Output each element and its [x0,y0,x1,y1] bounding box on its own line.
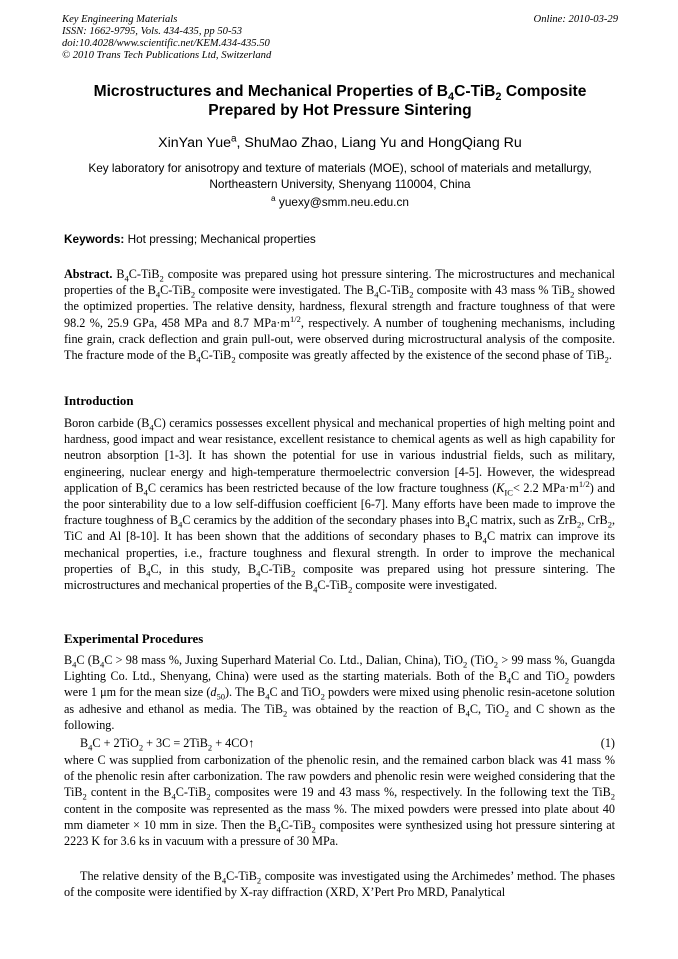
introduction-body: Boron carbide $(B_4C)$ ceramics possesses excellent physical and mechanical properties of high melting point and hardness, good impact and wear resistance, excellent resistance to chemical agents as well as high capability for neutron absorption [1-3]. It has shown the potential for use in various industrial fields, such as military, engineering, nuclear energy and high-temperature thermoelectric conversion [4-5]. However, the widespread application of $B_4C$ ceramics has been restricted because of the low fracture toughness ($K_{IC}< 2.2$ $MPa\cdot m^{1/2}$) and the poor sinterability due to a low self-diffusion coefficient [6-7]. Many efforts have been made to improve the fracture toughness of $B_4C$ ceramics by the addition of the secondary phases into $B_4C$ matrix, such as ZrB$_2$, CrB$_2$, TiC and Al [8-10]. It has been shown that the additions of secondary phases to $B_4C$ matrix can improve its mechanical properties, i.e., fracture toughness and flexural strength. In order to improve the mechanical properties of $B_4C$, in this study, $B_4C-TiB_2$ composite was prepared using hot pressure sintering. The microstructures and mechanical properties of the $B_4C-TiB_2$ composite were investigated. [64,416,616,595]
keywords: Keywords: Hot pressing; Mechanical properties [64,232,316,246]
affiliation: Key laboratory for anisotropy and texture of materials (MOE), school of materials and metallurgy, Northeastern University, Shenyang 110004, China [88,161,592,191]
online-date: Online: 2010-03-29 [533,14,618,25]
equation-1: $B_4C + 2TiO_2 + 3C = 2TiB_2$ + 4CO↑ (1) [80,736,615,753]
experimental-paragraph-2: where C was supplied from carbonization of the phenolic resin, and the remained carbon black was 41 mass % of the phenolic resin after carbonization. The raw powders and phenolic resin were weighed considering that the TiB$_2$ content in the $B_4C-TiB_2$ composites were 19 and 43 mass %, respectively. In the following text the TiB$_2$ content in the composite was represented as the mass %. The mixed powders were pressed into plate about 40 mm diameter × 10 mm in size. Then the $B_4C-TiB_2$ composites were synthesized using hot pressure sintering at 2223 K for 3.6 ks in vacuum with a pressure of 30 MPa. [64,753,615,849]
journal-doi: doi:10.4028/www.scientific.net/KEM.434-435.50 [62,38,270,49]
equation-number: (1) [600,736,615,750]
up-arrow-icon: ↑ [248,736,255,750]
experimental-heading: Experimental Procedures [64,632,204,646]
author-email: $^a$ yuexy@smm.neu.edu.cn [271,194,409,209]
journal-name: Key Engineering Materials [62,14,178,25]
author-list: XinYan Yue$^a$, ShuMao Zhao, Liang Yu and HongQiang Ru [158,133,522,151]
journal-copyright: © 2010 Trans Tech Publications Ltd, Switzerland [62,50,272,61]
experimental-paragraph-1: $B_4C$ ($B_4C > 98$ mass %, Juxing Superhard Material Co. Ltd., Dalian, China), TiO$_2$ (TiO$_2$ > 99 mass %, Guangda Lighting Co. Ltd., Shenyang, China) were used as the starting materials. Both of the $B_4C$ and TiO$_2$ powders were 1 μm for the mean size $(d_{50})$. The $B_4C$ and TiO$_2$ powders were mixed using phenolic resin-acetone solution as adhesive and ethanol as media. The TiB$_2$ was obtained by the reaction of $B_4C$, TiO$_2$ and C shown as the following. [64,653,615,732]
abstract: Abstract. $B_4C-TiB_2$ composite was prepared using hot pressure sintering. The microstructures and mechanical properties of the $B_4C-TiB_2$ composite were investigated. The $B_4C-TiB_2$ composite with 43 mass % TiB$_2$ showed the optimized properties. The relative density, hardness, flexural strength and fracture toughness of that were 98.2 %, 25.9 GPa, 458 MPa and 8.7 $MPa\cdot m^{1/2}$, respectively. A number of toughening mechanisms, including fine grain, crack deflection and grain pull-out, were observed during microstructural analysis of the composite. The fracture mode of the $B_4C-TiB_2$ composite was greatly affected by the existence of the second phase of TiB$_2$. [64,267,616,365]
introduction-heading: Introduction [64,394,134,408]
journal-header [62,14,618,62]
paper-title: Microstructures and Mechanical Properties of $B_4C-TiB_2$ Composite Prepared by Hot Pressure Sintering [93,83,587,119]
experimental-paragraph-3: The relative density of the $B_4C-TiB_2$ composite was investigated using the Archimedes’ method. The phases of the composite were identified by X-ray diffraction (XRD, X’Pert Pro MRD, Panalytical [64,869,615,900]
journal-issn: ISSN: 1662-9795, Vols. 434-435, pp 50-53 [62,26,243,37]
